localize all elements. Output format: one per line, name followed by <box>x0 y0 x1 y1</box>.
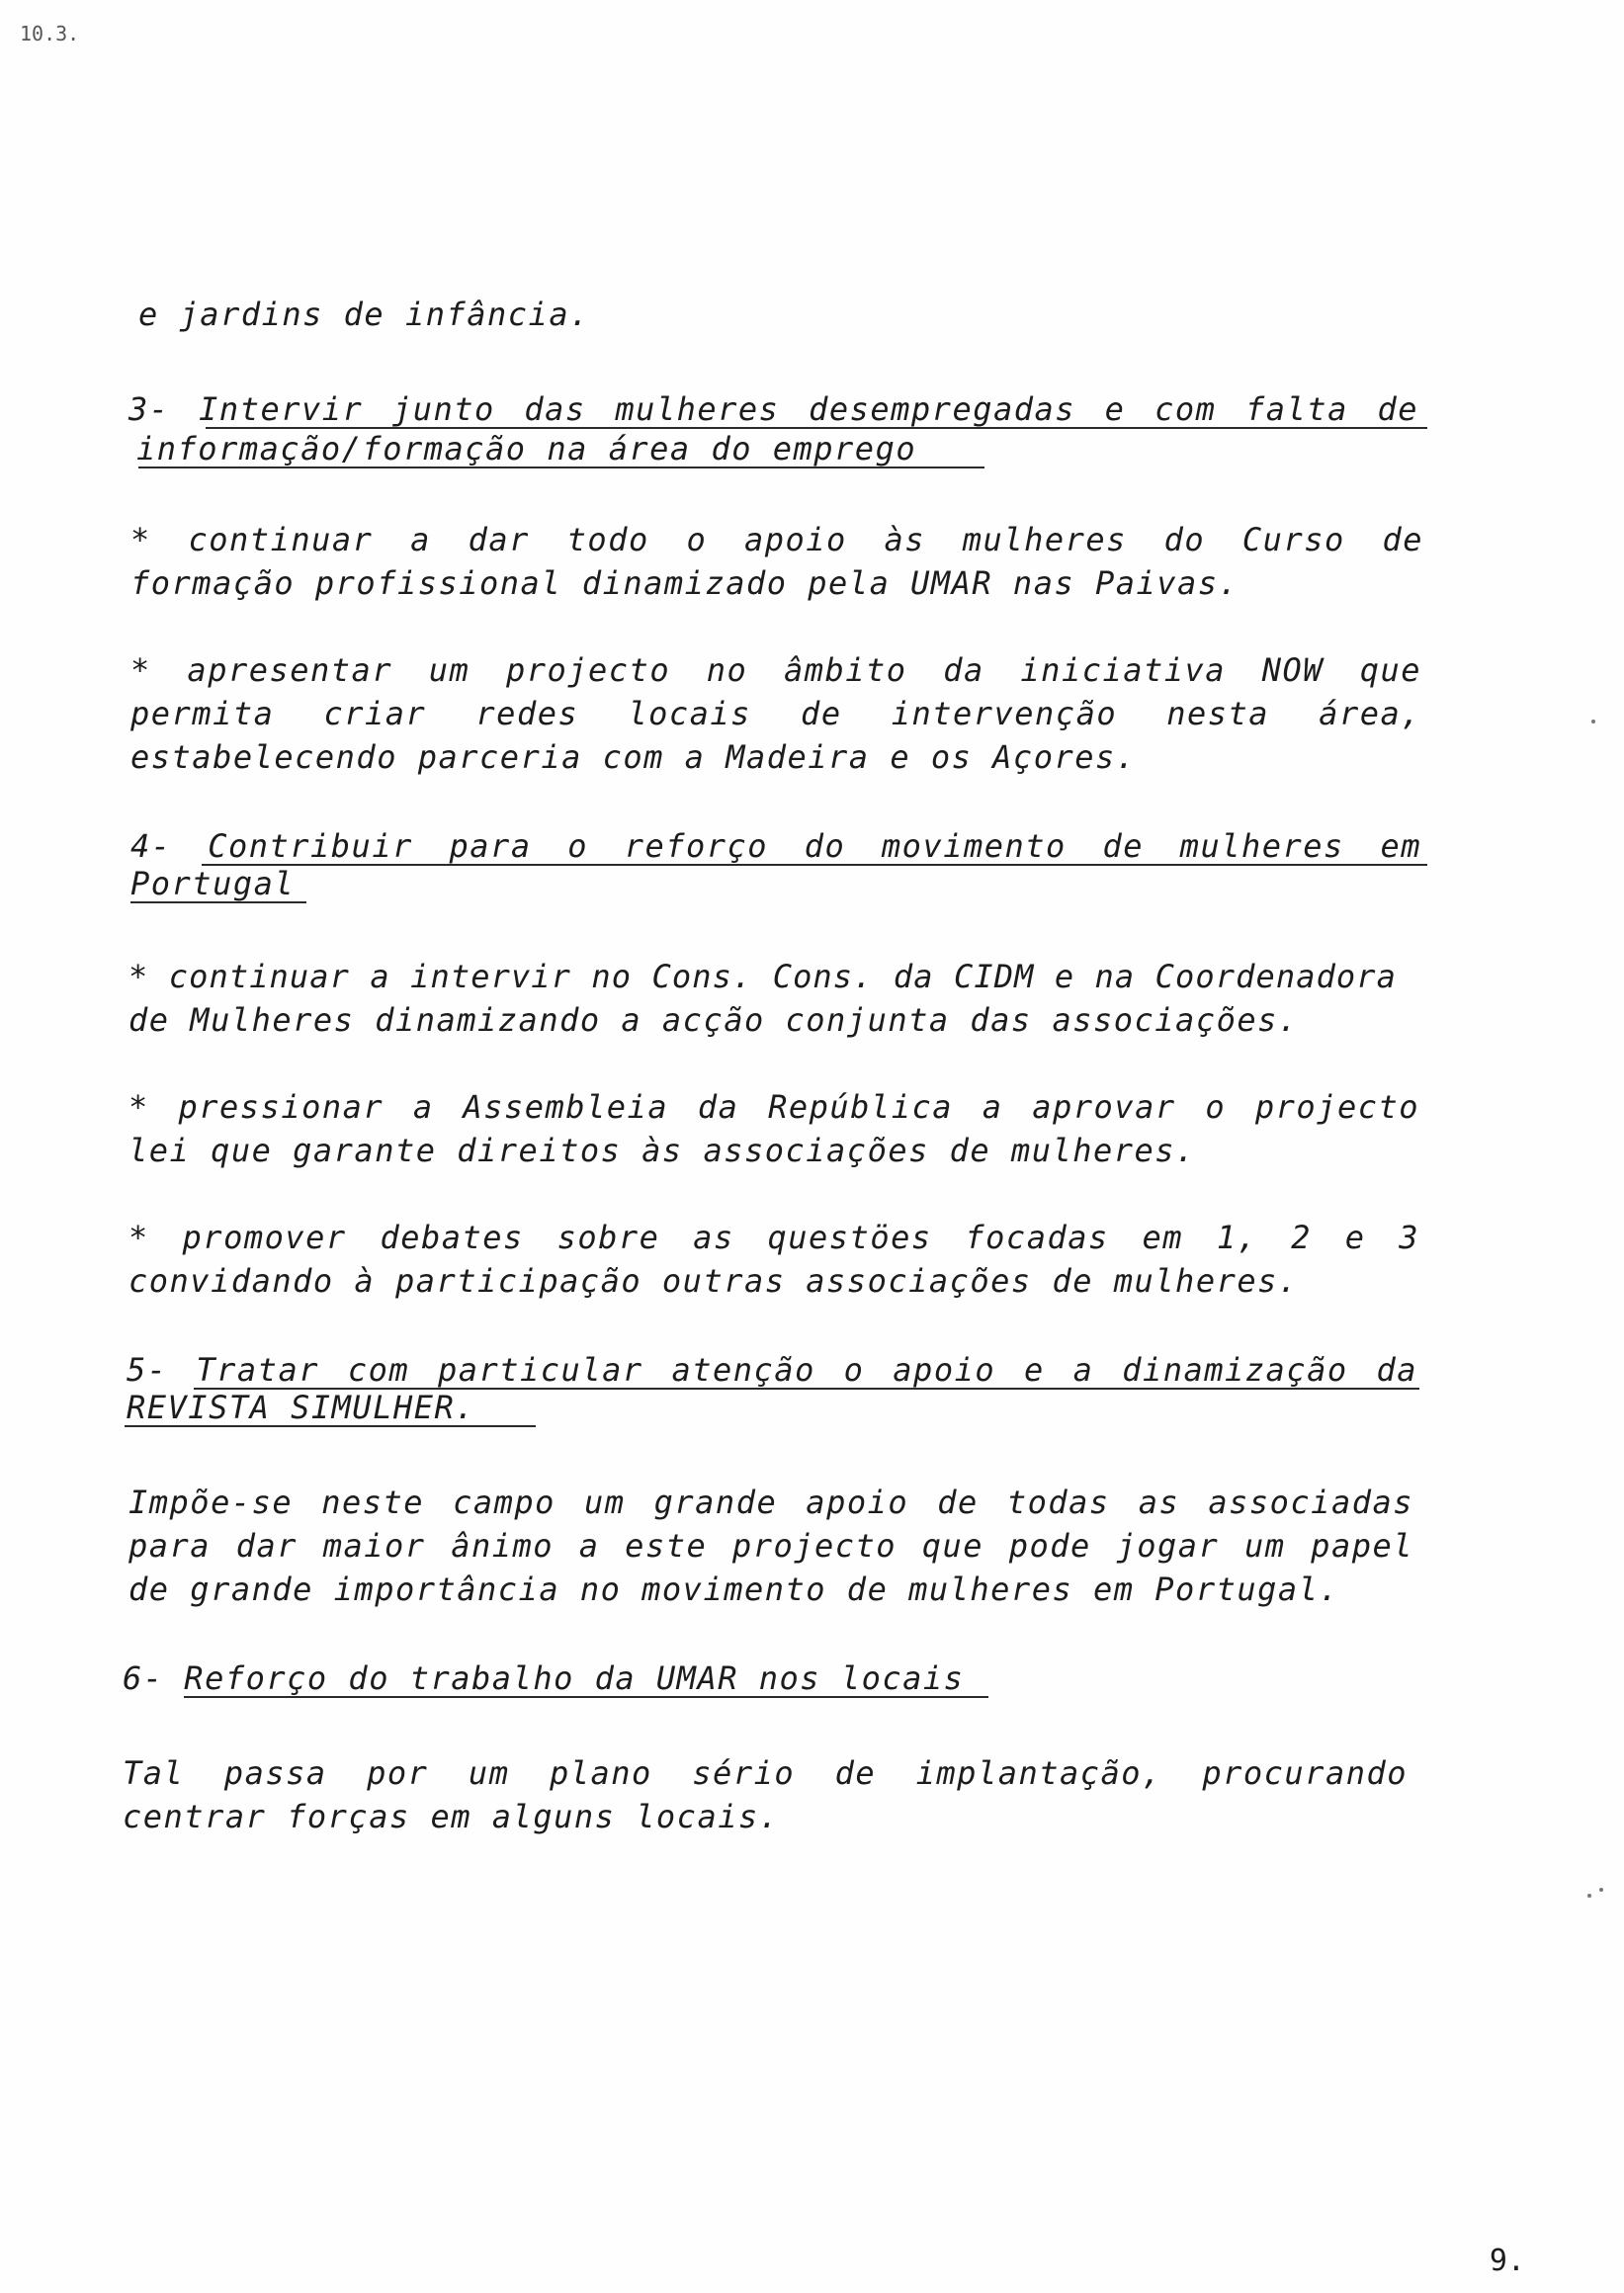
bullet-line: * continuar a intervir no Cons. Cons. da CIDM e na Coordenadora <box>128 958 1398 995</box>
text-line: e jardins de infância. <box>138 296 590 333</box>
underline <box>138 467 984 468</box>
underline <box>125 1425 536 1427</box>
section-3-heading-line-1: 3- Intervir junto das mulheres desempregadas e com falta de <box>128 390 1418 428</box>
paragraph-line: de grande importância no movimento de mulheres em Portugal. <box>128 1571 1340 1608</box>
bullet-line: de Mulheres dinamizando a acção conjunta das associações. <box>128 1001 1299 1039</box>
section-4-heading-line-1: 4- Contribuir para o reforço do movimento de mulheres em <box>130 827 1421 865</box>
scan-speck <box>1591 720 1595 723</box>
bullet-line: * promover debates sobre as questöes focadas em 1, 2 e 3 <box>128 1219 1419 1256</box>
bullet-line: formação profissional dinamizado pela UMAR nas Paivas. <box>130 564 1239 602</box>
paragraph-line: Impõe-se neste campo um grande apoio de todas as associadas <box>128 1484 1413 1521</box>
paragraph-line: Tal passa por um plano sério de implantação, procurando <box>123 1754 1408 1792</box>
underline <box>184 1696 988 1698</box>
bullet-line: * pressionar a Assembleia da República a aprovar o projecto <box>128 1088 1419 1126</box>
page-number: 9. <box>1489 2244 1525 2278</box>
bullet-line: * continuar a dar todo o apoio às mulheres do Curso de <box>130 521 1423 558</box>
paragraph-line: centrar forças em alguns locais. <box>123 1798 780 1835</box>
paragraph-line: para dar maior ânimo a este projecto que pode jogar um papel <box>128 1527 1413 1565</box>
bullet-line: * apresentar um projecto no âmbito da iniciativa NOW que <box>130 651 1421 689</box>
section-4-heading-line-2: Portugal <box>130 865 296 902</box>
corner-mark: 10.3. <box>20 22 80 45</box>
section-5-heading-line-1: 5- Tratar com particular atenção o apoio e a dinamização da <box>127 1351 1417 1389</box>
underline <box>130 901 306 903</box>
scan-speck <box>1599 1888 1603 1892</box>
bullet-line: estabelecendo parceria com a Madeira e os Açores. <box>130 738 1137 776</box>
section-5-heading-line-2: REVISTA SIMULHER. <box>127 1389 476 1426</box>
scan-speck <box>1587 1894 1591 1898</box>
bullet-line: lei que garante direitos às associações de mulheres. <box>128 1132 1196 1169</box>
bullet-line: permita criar redes locais de intervenção nesta área, <box>130 695 1421 732</box>
bullet-line: convidando à participação outras associações de mulheres. <box>128 1262 1299 1300</box>
section-3-heading-line-2: informação/formação na área do emprego <box>136 430 917 467</box>
section-6-heading: 6- Reforço do trabalho da UMAR nos locais <box>123 1659 965 1697</box>
underline <box>202 864 1427 866</box>
